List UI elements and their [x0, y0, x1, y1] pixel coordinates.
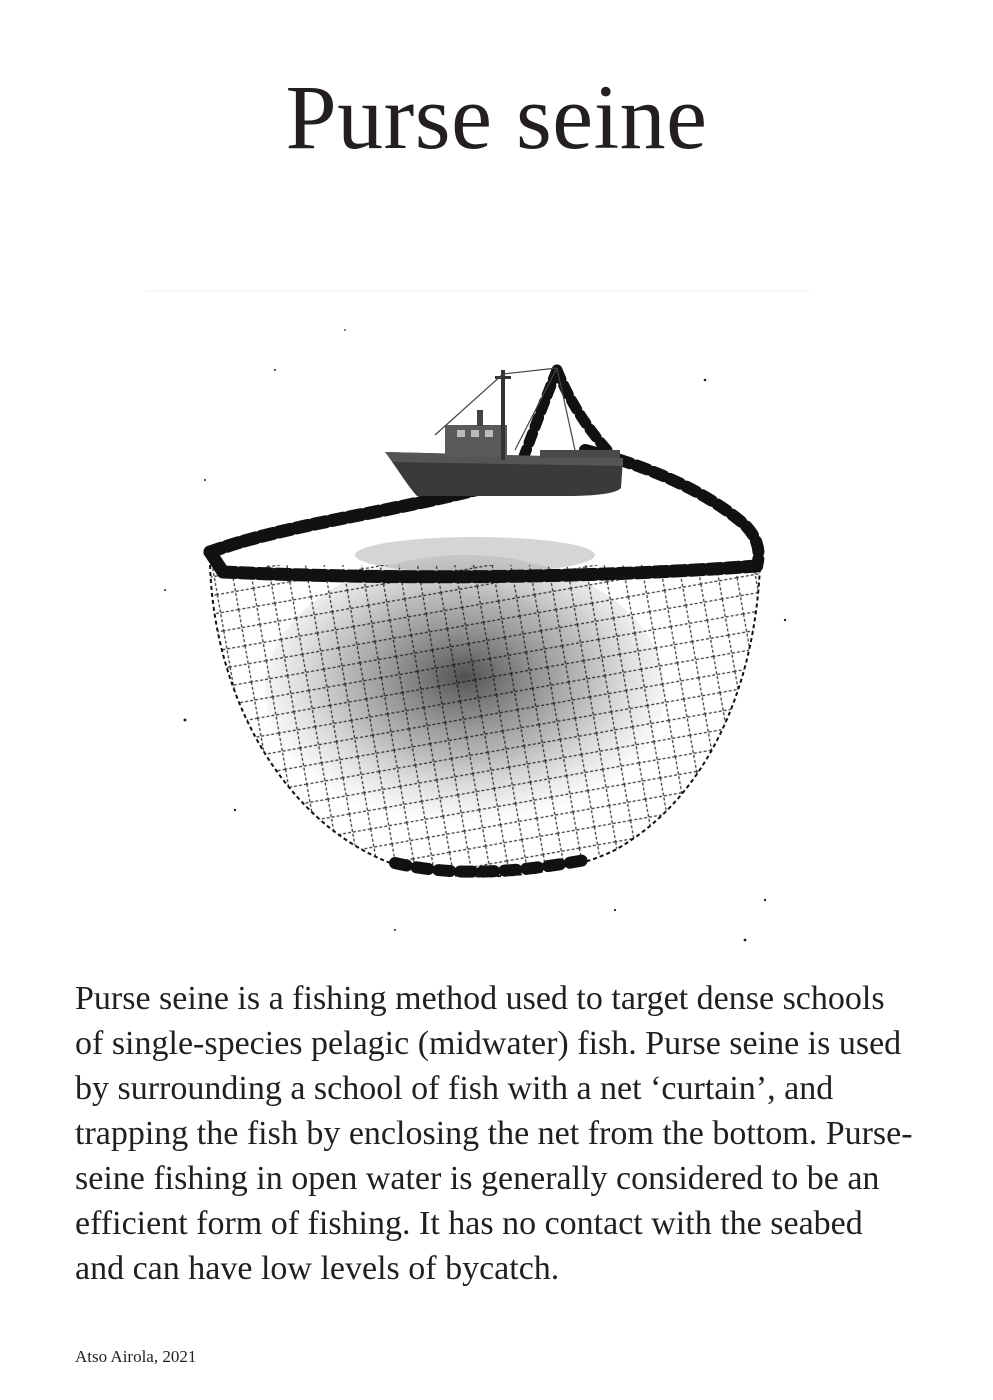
purse-seine-illustration: [145, 290, 810, 950]
description-paragraph: Purse seine is a fishing method used to target dense schools of single-species pelagic (midwater) fish. Purse seine is used by surrounding a school of fish with a net ‘curtain’, and trapping the fish by enclosing the net from the bottom. Purse-seine fishing in open water is generally considered to be an efficient form of fishing. It has no contact with the seabed and can have low levels of bycatch.: [75, 980, 913, 1287]
credit-line: Atso Airola, 2021: [75, 1347, 197, 1366]
page-title: Purse seine: [285, 66, 708, 168]
net-mesh: [205, 560, 765, 880]
